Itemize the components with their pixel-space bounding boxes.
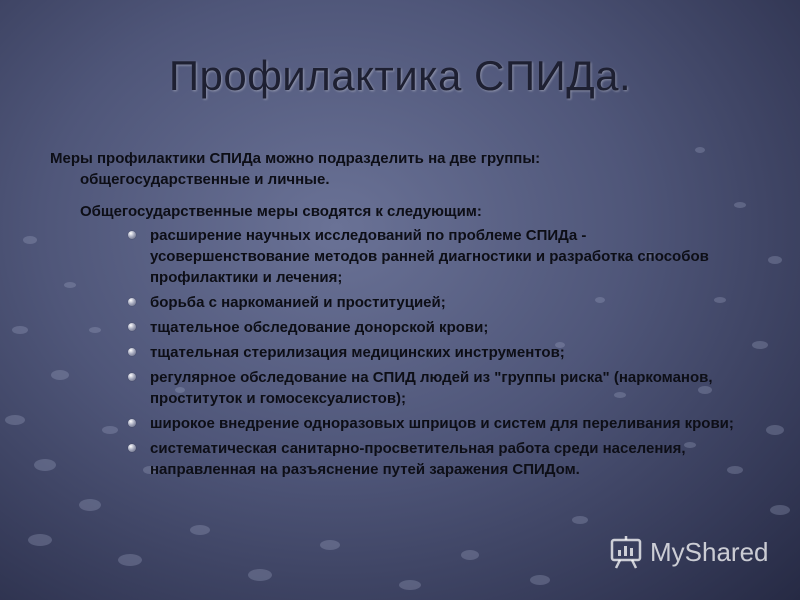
intro-line-1: Меры профилактики СПИДа можно подразделить на две группы: <box>50 150 541 167</box>
bullet-icon <box>128 373 136 381</box>
intro-line-2: общегосударственные и личные. <box>80 171 330 188</box>
intro-paragraph <box>50 148 750 190</box>
list-item: тщательная стерилизация медицинских инструментов; <box>50 342 750 363</box>
list-item: систематическая санитарно-просветительная работа среди населения, направленная на разъяснение путей заражения СПИДом. <box>50 438 750 480</box>
presentation-board-icon <box>608 534 644 570</box>
list-item: широкое внедрение одноразовых шприцов и систем для переливания крови; <box>50 413 750 434</box>
bullet-icon <box>128 323 136 331</box>
bullet-icon <box>128 231 136 239</box>
list-item: расширение научных исследований по проблеме СПИДа - усовершенствование методов ранней диагностики и разработка способов профилактики и лечения; <box>50 225 750 288</box>
list-item: регулярное обследование на СПИД людей из "группы риска" (наркоманов, проституток и гомосексуалистов); <box>50 367 750 409</box>
bullet-icon <box>128 298 136 306</box>
slide-body <box>50 148 750 484</box>
watermark-text: MyShared <box>650 536 769 567</box>
myshared-watermark[interactable] <box>608 534 769 570</box>
slide-title: Профилактика СПИДа. <box>168 52 632 99</box>
bullet-icon <box>128 348 136 356</box>
measures-subheading: Общегосударственные меры сводятся к следующим: <box>80 203 482 220</box>
list-item: борьба с наркоманией и проституцией; <box>50 292 750 313</box>
bullet-icon <box>128 444 136 452</box>
bullet-icon <box>128 419 136 427</box>
measures-list <box>50 225 750 480</box>
list-item: тщательное обследование донорской крови; <box>50 317 750 338</box>
